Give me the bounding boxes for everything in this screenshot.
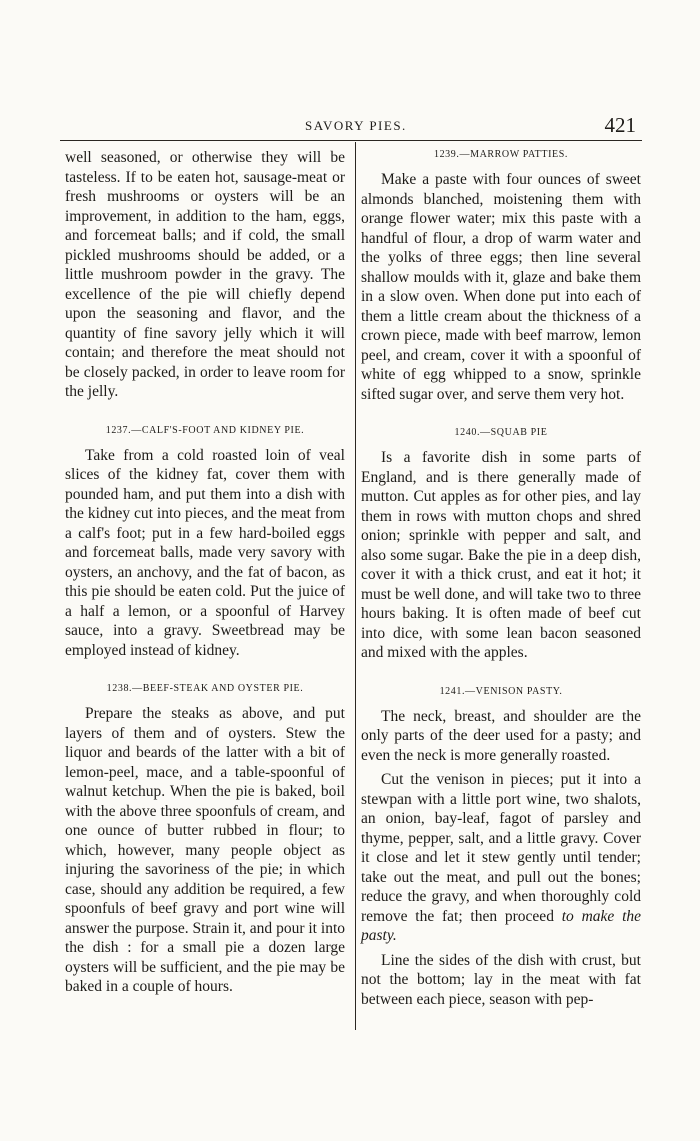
left-column [65, 148, 345, 997]
recipe-text-1240: Is a favorite dish in some parts of England, and is there generally made of mutton. Cut apples as for other pies, and lay them in rows with mutton chops and shred onion; sprinkle with pepper and salt, and also some sugar. Bake the pie in a deep dish, cover it with a thick crust, and eat it hot; it must be well done, and will take two to three hours baking. It is often made of beef cut into dice, with some lean bacon seasoned and mixed with the apples. [361, 449, 641, 661]
continued-paragraph: well seasoned, or otherwise they will be tasteless. If to be eaten hot, sausage-meat or fresh mushrooms or oysters will be an improvement, in addition to the ham, eggs, and forcemeat balls; and if cold, the small pickled mushrooms should be added, or a little mushroom powder in the gravy. The excellence of the pie will chiefly depend upon the seasoning and flavor, and the quantity of fine savory jelly which it will contain; and therefore the meat should not be closely packed, in order to leave room for the jelly. [65, 149, 345, 400]
recipe-title-1241: 1241.—VENISON PASTY. [439, 685, 563, 697]
recipe-text-1237: Take from a cold roasted loin of veal slices of the kidney fat, cover them with pounded ham, and put them into a dish with the kidney cut into pieces, and the meat from a calf's foot; put in a few hard-boiled eggs and forcemeat balls, made very savory with oysters, an anchovy, and the fat of bacon, as this pie should be eaten cold. Put the juice of a half a lemon, or a spoonful of Harvey sauce, into a gravy. Sweetbread may be employed instead of kidney. [65, 446, 345, 659]
para-2-italic: to make the pasty. [361, 907, 642, 944]
recipe-text-1241-para-2 [361, 770, 641, 946]
recipe-text-1241-para-1: The neck, breast, and shoulder are the only parts of the deer used for a pasty; and even the neck is more generally roasted. [361, 707, 641, 764]
right-column [361, 148, 641, 1009]
running-head [60, 113, 640, 138]
para-2-text: Cut the venison in pieces; put it into a stewpan with a little port wine, two shalots, an onion, bay-leaf, fagot of parsley and thyme, pepper, salt, and a little gravy. Cover it close and let it stew gently until tender; take out the meat, and pull out the bones; reduce the gravy, and when thoroughly cold remove the fat; then proceed [361, 771, 641, 925]
recipe-text-1238: Prepare the steaks as above, and put layers of them and of oysters. Stew the liquor and beards of the latter with a bit of lemon-peel, mace, and a table-spoonful of walnut ketchup. When the pie is baked, boil with the above three spoonfuls of cream, and one ounce of butter rubbed in flour; to which, however, many people object as injuring the savoriness of the pie; in which case, should any addition be required, a few spoonfuls of beef gravy and port wine will answer the purpose. Strain it, and pour it into the dish : for a small pie a dozen large oysters will be sufficient, and the pie may be baked in a couple of hours. [65, 705, 345, 995]
page-number: 421 [604, 113, 636, 137]
recipe-text-1241-para-3: Line the sides of the dish with crust, but not the bottom; lay in the meat with fat between each piece, season with pep- [361, 951, 641, 1008]
recipe-title-1237: 1237.—CALF'S-FOOT AND KIDNEY PIE. [105, 424, 305, 436]
running-title: SAVORY PIES. [305, 118, 407, 133]
recipe-title-1239: 1239.—MARROW PATTIES. [433, 149, 568, 160]
header-rule [60, 140, 642, 141]
recipe-text-1239: Make a paste with four ounces of sweet almonds blanched, moistening them with orange flower water; mix this paste with a handful of flour, a drop of warm water and the yolks of three eggs; then line several shallow moulds with it, glaze and bake them in a slow oven. When done put into each of them a little cream about the thickness of a crown piece, made with beef marrow, lemon peel, and cream, cover it with a spoonful of white of egg whipped to a snow, sprinkle sifted sugar over, and serve them very hot. [361, 171, 641, 403]
column-divider [355, 142, 356, 1030]
recipe-title-1238: 1238.—BEEF-STEAK AND OYSTER PIE. [106, 683, 304, 694]
recipe-title-1240: 1240.—SQUAB PIE [454, 427, 548, 438]
